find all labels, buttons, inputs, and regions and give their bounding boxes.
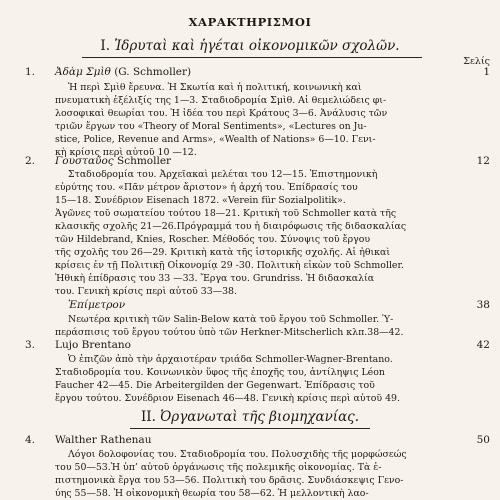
entry-name-suffix: (G. Schmoller) [114,66,192,78]
entry-name-suffix: Schmoller [117,155,172,167]
entry-name [55,155,171,167]
entry-number: 3. [25,339,36,351]
entry-text-line: Ἠθικὴ ἐπίδρασις του 33 —33. Ἔργα του. Grundriss. Ἡ διδασκαλία [55,273,375,284]
entry-text-line: κρίσεις ἐν τῇ Πολιτικῇ Οἰκονομίᾳ 29 -30. Πολιτικὴ εἰκὼν τοῦ Schmoller. [55,260,404,271]
entry-page: 1 [483,66,490,78]
entry-name [55,339,131,351]
pages-column-header: Σελίς [463,56,490,67]
entry-text-line: του 50—53.Ἡ ὑπ’ αὐτοῦ ὀργάνωσις τῆς πολεμικῆς οἰκονομίας. Τὰ ἐ- [55,462,382,473]
section-heading: Ἱδρυταὶ καὶ ἡγέται οἰκονομικῶν σχολῶν. [114,38,400,54]
section-underline [130,428,370,429]
entry-page: 38 [476,299,490,311]
entry-text-line: Σταδιοδρομία του. Κοινωνικὸν ὕφος τῆς ἐποχῆς του, ἀντίληψις Léon [55,367,385,378]
entry-name-suffix: Brentano [81,339,131,351]
section-roman: II. [140,409,156,425]
entry-text-line: ύης 55—58. Ἡ οἰκονομικὴ θεωρία του 58—62. Ἡ μελλοντικὴ λαο- [55,488,369,499]
entry-name-main: Γουσταῦος [55,155,114,167]
entry-text-line: κλασικῆς σχολῆς 21—26.Πρόγραμμά του ἡ διαιρόφωσις τῆς διδασκαλίας [55,221,407,232]
entry-text-line: Νεωτέρα κριτικὴ τῶν Salin-Below κατὰ τοῦ ἔργου τοῦ Schmoller. Ὑ- [68,314,394,325]
entry-name [55,66,191,78]
entry-text-line: τῶν Hildebrand, Knies, Roscher. Μέθοδός του. Σύνοψις τοῦ ἔργου [55,234,371,245]
section-underline [82,57,422,58]
entry-number: 1. [25,66,36,78]
entry-name [55,434,151,446]
entry-text-line: πνευματικὴ ἐξέλιξίς της 1—3. Σταδιοδρομία Σμὶθ. Αἱ θεμελιώδεις φι- [55,95,387,106]
appendix-name: Ἐπίμετρον [68,299,126,311]
section-title-2 [0,409,500,425]
entry-text-line: τῆς σχολῆς του 26—29. Κριτικὴ κατὰ τῆς ἱστορικῆς σχολῆς. Αἱ ἠθικαὶ [55,247,391,258]
entry-text-line: περάσπισις τοῦ ἔργου τούτου ὑπὸ τῶν Herkner-Mitscherlich κλπ.38—42. [55,327,404,338]
section-roman: I. [100,38,111,54]
entry-text-line: Ὁ ἐπιζῶν ἀπὸ τὴν ἀρχαιοτέραν τριάδα Schmoller-Wagner-Brentano. [68,354,393,365]
entry-name-main: Lujo [55,339,79,351]
entry-text-line: Faucher 42—45. Die Arbeitergilden der Gegenwart. Ἐπίδρασις τοῦ [55,380,375,391]
entry-number: 4. [25,434,36,446]
entry-page: 50 [476,434,490,446]
entry-name-suffix: Rathenau [100,434,152,446]
entry-name-main: Walther [55,434,97,446]
entry-name-main: Ἀδὰμ Σμὶθ [55,66,111,78]
entry-page: 12 [476,155,490,167]
page-title: ΧΑΡΑΚΤΗΡΙΣΜΟΙ [188,15,312,29]
entry-text-line: του. Γενικὴ κρίσις περὶ αὐτοῦ 33—38. [55,286,237,297]
section-title-1 [0,38,500,54]
entry-text-line: λοσοφικαὶ θεωρίαι του. Ἡ ἰδέα του περὶ Κράτους 3—6. Ἀνάλυσις τῶν [55,108,388,119]
entry-text-line: 15—18. Συνέδριον Eisenach 1872. «Verein für Sozialpolitik». [55,195,346,206]
entry-text-line: stice, Police, Revenue and Arms», «Wealth of Nations» 6—10. Γενι- [55,134,376,145]
entry-text-line: Ἡ περὶ Σμὶθ ἔρευνα. Ἡ Σκωτία καὶ ἡ πολιτική, κοινωνικὴ καὶ [68,82,362,93]
entry-text-line: εὐρύτης του. «Πᾶν μέτρον ἄριστον» ἡ ἀρχή του. Ἐπίδρασίς του [55,182,358,193]
entry-number: 2. [25,155,36,167]
entry-text-line: Λόγοι δολοφονίας του. Σταδιοδρομία του. Πολυσχιδὴς τῆς μορφώσεώς [68,449,407,460]
entry-page: 42 [476,339,490,351]
entry-text-line: κὴ κρίσις περὶ αὐτοῦ 10 —12. [55,147,197,158]
entry-text-line: Σταδιοδρομία του. Ἀρχεῖακαὶ μελέται του 12—15. Ἐπιστημονικὴ [68,169,378,180]
entry-text-line: Ἀγῶνες τοῦ σωματείου τούτου 18—21. Κριτικὴ τοῦ Schmoller κατὰ τῆς [55,208,397,219]
entry-text-line: ἔργου τούτου. Συνέδριον Eisenach 46—48. Γενικὴ κρίσις περὶ αὐτοῦ 49. [55,393,400,404]
entry-text-line: τριῶν ἔργων του «Theory of Moral Sentiments», «Lectures on Ju- [55,121,367,132]
section-heading: Ὀργανωταὶ τῆς βιομηχανίας. [160,409,360,425]
entry-text-line: πιστημονικὰ ἔργα του 53—56. Πολιτικὴ του δρᾶσις. Συνδιάσκεψις Γενο- [55,475,404,486]
